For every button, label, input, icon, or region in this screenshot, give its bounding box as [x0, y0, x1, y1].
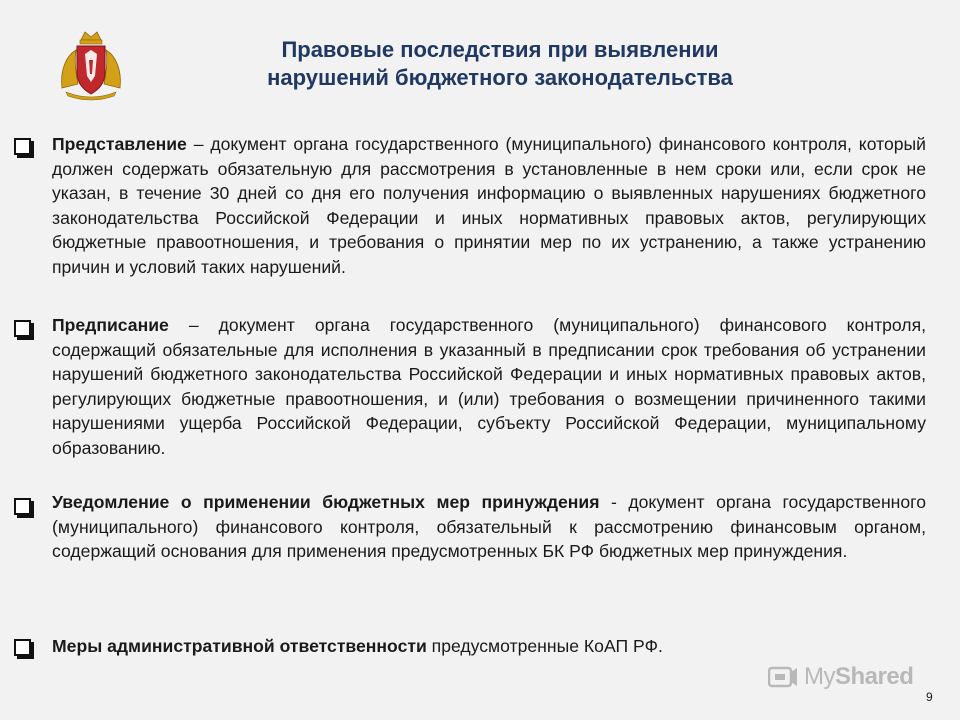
- watermark: [768, 660, 928, 694]
- page-title: [180, 36, 820, 92]
- list-item: [52, 313, 926, 460]
- watermark-part1: My: [804, 663, 835, 690]
- item-term: Предписание: [52, 315, 169, 335]
- item-term: Уведомление о применении бюджетных мер принуждения: [52, 492, 600, 512]
- watermark-logo-icon: [768, 662, 798, 692]
- watermark-part2: Shared: [835, 663, 914, 690]
- watermark-text: [804, 663, 913, 691]
- checkbox-bullet-icon: [14, 639, 31, 656]
- item-paragraph: [52, 490, 926, 564]
- list-item: [52, 634, 926, 659]
- checkbox-bullet-icon: [14, 320, 31, 337]
- page-number: 9: [926, 690, 933, 704]
- item-paragraph: [52, 313, 926, 460]
- item-text: предусмотренные КоАП РФ.: [426, 636, 663, 656]
- list-item: [52, 490, 926, 564]
- item-paragraph: [52, 132, 926, 279]
- list-item: [52, 132, 926, 279]
- item-term: Представление: [52, 134, 187, 154]
- title-line-2: нарушений бюджетного законодательства: [267, 65, 733, 90]
- item-text: – документ органа государственного (муниципального) финансового контроля, содержащий обязательные для исполнения в указанный в предписании срок требования об устранении нарушений бюджетного законодательства Российской Федерации и иных нормативных правовых актов, регулирующих бюджетные правоотношения, и (или) требования о возмещении причиненного такими нарушениями ущерба Российской Федерации, субъекту Российской Федерации, муниципальному образованию.: [52, 315, 926, 458]
- item-term: Меры административной ответственности: [52, 636, 427, 656]
- coat-of-arms-icon: [58, 30, 124, 102]
- checkbox-bullet-icon: [14, 138, 31, 155]
- item-text: - документ органа государственного (муниципального) финансового контроля, обязательный к рассмотрению финансовым органом, содержащий основания для применения предусмотренных БК РФ бюджетных мер принуждения.: [52, 492, 926, 561]
- checkbox-bullet-icon: [14, 498, 31, 515]
- item-text: – документ органа государственного (муниципального) финансового контроля, который должен содержать обязательную для рассмотрения в установленные в нем сроки или, если срок не указан, в течение 30 дней со дня его получения информацию о выявленных нарушениях бюджетного законодательства Российской Федерации и иных нормативных правовых актов, регулирующих бюджетные правоотношения, и требования о принятии мер по их устранению, а также устранению причин и условий таких нарушений.: [52, 134, 926, 277]
- item-paragraph: [52, 634, 926, 659]
- title-line-1: Правовые последствия при выявлении: [281, 37, 719, 62]
